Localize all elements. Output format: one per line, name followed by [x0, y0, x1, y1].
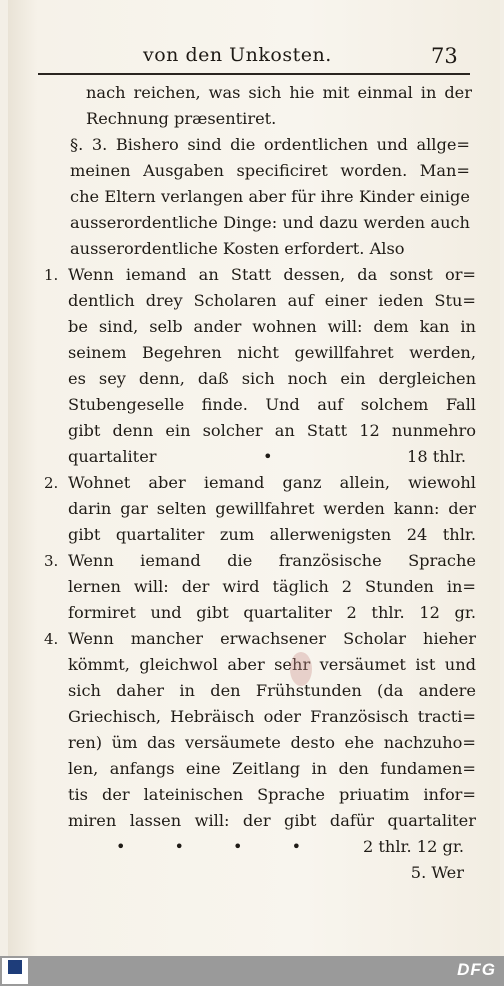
text-line: Wenn iemand die französische Sprache	[68, 551, 476, 570]
page-number: 73	[431, 44, 458, 68]
text-line: Rechnung præsentiret.	[86, 109, 277, 128]
paper-stain	[290, 652, 312, 686]
item-number: 3.	[44, 552, 59, 570]
text-line: §. 3. Bishero sind die ordentlichen und allge=	[70, 135, 470, 154]
item4-amount: 2 thlr. 12 gr.	[362, 837, 464, 856]
catchword: 5. Wer	[410, 863, 464, 882]
text-line: seinem Begehren nicht gewillfahret werden,	[68, 343, 476, 362]
text-line: Wenn mancher erwachsener Scholar hieher	[68, 629, 476, 648]
text-line: es sey denn, daß sich noch ein dergleichen	[68, 369, 476, 388]
text-line: darin gar selten gewillfahret werden kann: der	[68, 499, 476, 518]
book-page	[8, 0, 500, 956]
text-line: len, anfangs eine Zeitlang in den fundamen=	[68, 759, 476, 778]
leader-mark: •	[263, 447, 273, 466]
leader-dots: • • • •	[116, 837, 302, 856]
text-line: ausserordentliche Dinge: und dazu werden auch	[70, 213, 470, 232]
footer-bar	[0, 956, 504, 986]
header-rule	[38, 73, 470, 75]
text-line: ren) üm das versäumete desto ehe nachzuho=	[68, 733, 476, 752]
text-line: be sind, selb ander wohnen will: dem kan in	[68, 317, 476, 336]
text-line: gibt denn ein solcher an Statt 12 nunmehro	[68, 421, 476, 440]
text-line: nach reichen, was sich hie mit einmal in der	[86, 83, 472, 102]
item-number: 4.	[44, 630, 59, 648]
total-label: quartaliter	[68, 447, 157, 466]
text-line: miren lassen will: der gibt dafür quartaliter	[68, 811, 476, 830]
dfg-logo: DFG	[457, 960, 496, 979]
text-line: dentlich drey Scholaren auf einer ieden Stu=	[68, 291, 476, 310]
total-amount: 18 thlr.	[407, 447, 466, 466]
text-line: tis der lateinischen Sprache priuatim infor=	[68, 785, 476, 804]
item-number: 1.	[44, 266, 59, 284]
text-line: che Eltern verlangen aber für ihre Kinder einige	[70, 187, 470, 206]
library-logo	[2, 958, 28, 984]
text-line: Griechisch, Hebräisch oder Französisch tracti=	[68, 707, 476, 726]
running-head: von den Unkosten.	[143, 44, 332, 66]
text-line: Stubengeselle finde. Und auf solchem Fall	[68, 395, 476, 414]
text-line: gibt quartaliter zum allerwenigsten 24 thlr.	[68, 525, 476, 544]
text-line: formiret und gibt quartaliter 2 thlr. 12 gr.	[68, 603, 476, 622]
text-line: ausserordentliche Kosten erfordert. Also	[70, 239, 405, 258]
text-line: Wohnet aber iemand ganz allein, wiewohl	[68, 473, 476, 492]
item-number: 2.	[44, 474, 59, 492]
text-line: sich daher in den Frühstunden (da andere	[68, 681, 476, 700]
text-line: lernen will: der wird täglich 2 Stunden in=	[68, 577, 476, 596]
text-line: kömmt, gleichwol aber sehr versäumet ist und	[68, 655, 476, 674]
text-line: meinen Ausgaben specificiret worden. Man=	[70, 161, 470, 180]
text-line: Wenn iemand an Statt dessen, da sonst or=	[68, 265, 476, 284]
item1-total-line	[68, 444, 476, 470]
library-emblem-icon	[8, 960, 22, 974]
